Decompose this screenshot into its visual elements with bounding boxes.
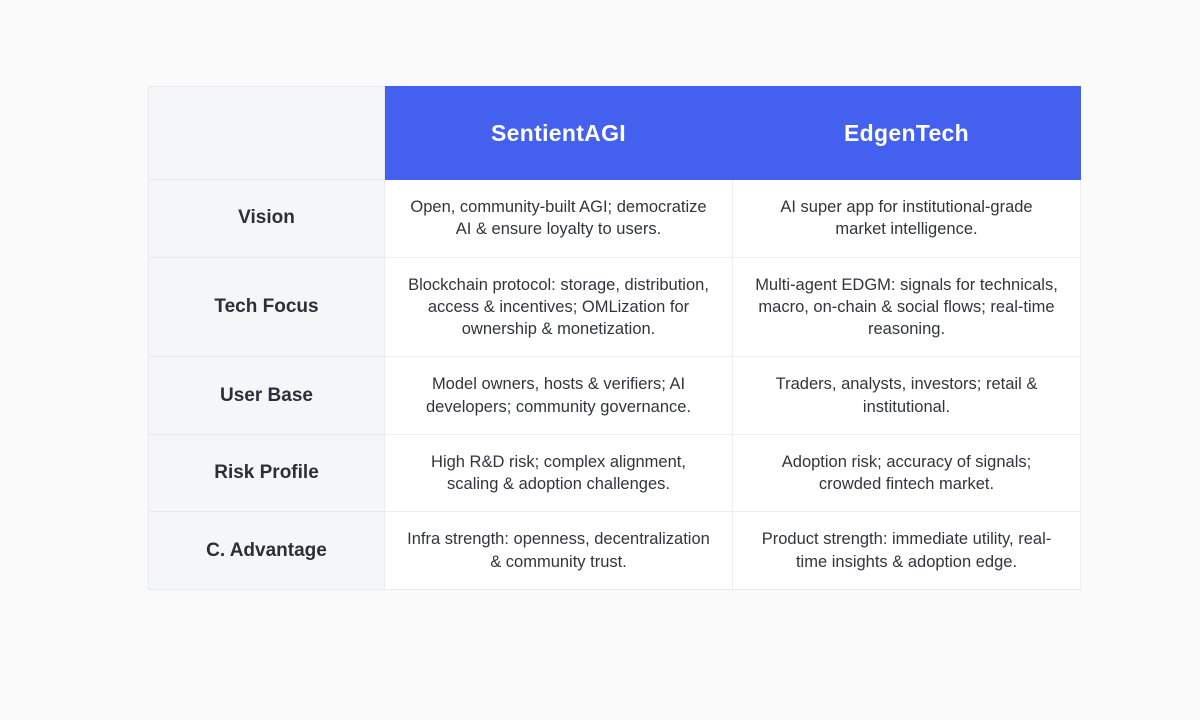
- cell-user-base-edgentech: Traders, analysts, investors; retail & institutional.: [733, 357, 1081, 435]
- table-row: [149, 434, 1081, 512]
- column-header-edgentech: EdgenTech: [733, 87, 1081, 180]
- comparison-table: [148, 86, 1081, 590]
- table-row: [149, 180, 1081, 258]
- row-label-tech-focus: Tech Focus: [149, 257, 385, 357]
- table-row: [149, 512, 1081, 590]
- row-label-user-base: User Base: [149, 357, 385, 435]
- cell-tech-focus-sentientagi: Blockchain protocol: storage, distribution, access & incentives; OMLization for ownership & monetization.: [385, 257, 733, 357]
- cell-risk-profile-edgentech: Adoption risk; accuracy of signals; crowded fintech market.: [733, 434, 1081, 512]
- cell-c-advantage-edgentech: Product strength: immediate utility, real-time insights & adoption edge.: [733, 512, 1081, 590]
- table-row: [149, 357, 1081, 435]
- cell-user-base-sentientagi: Model owners, hosts & verifiers; AI developers; community governance.: [385, 357, 733, 435]
- table-corner-cell: [149, 87, 385, 180]
- cell-risk-profile-sentientagi: High R&D risk; complex alignment, scaling & adoption challenges.: [385, 434, 733, 512]
- table-body: [149, 180, 1081, 590]
- column-header-sentientagi: SentientAGI: [385, 87, 733, 180]
- comparison-table-container: [148, 86, 1080, 590]
- cell-c-advantage-sentientagi: Infra strength: openness, decentralization & community trust.: [385, 512, 733, 590]
- table-header: [149, 87, 1081, 180]
- row-label-vision: Vision: [149, 180, 385, 258]
- table-row: [149, 257, 1081, 357]
- row-label-c-advantage: C. Advantage: [149, 512, 385, 590]
- cell-vision-sentientagi: Open, community-built AGI; democratize AI & ensure loyalty to users.: [385, 180, 733, 258]
- row-label-risk-profile: Risk Profile: [149, 434, 385, 512]
- table-header-row: [149, 87, 1081, 180]
- cell-tech-focus-edgentech: Multi-agent EDGM: signals for technicals, macro, on-chain & social flows; real-time reasoning.: [733, 257, 1081, 357]
- cell-vision-edgentech: AI super app for institutional-grade market intelligence.: [733, 180, 1081, 258]
